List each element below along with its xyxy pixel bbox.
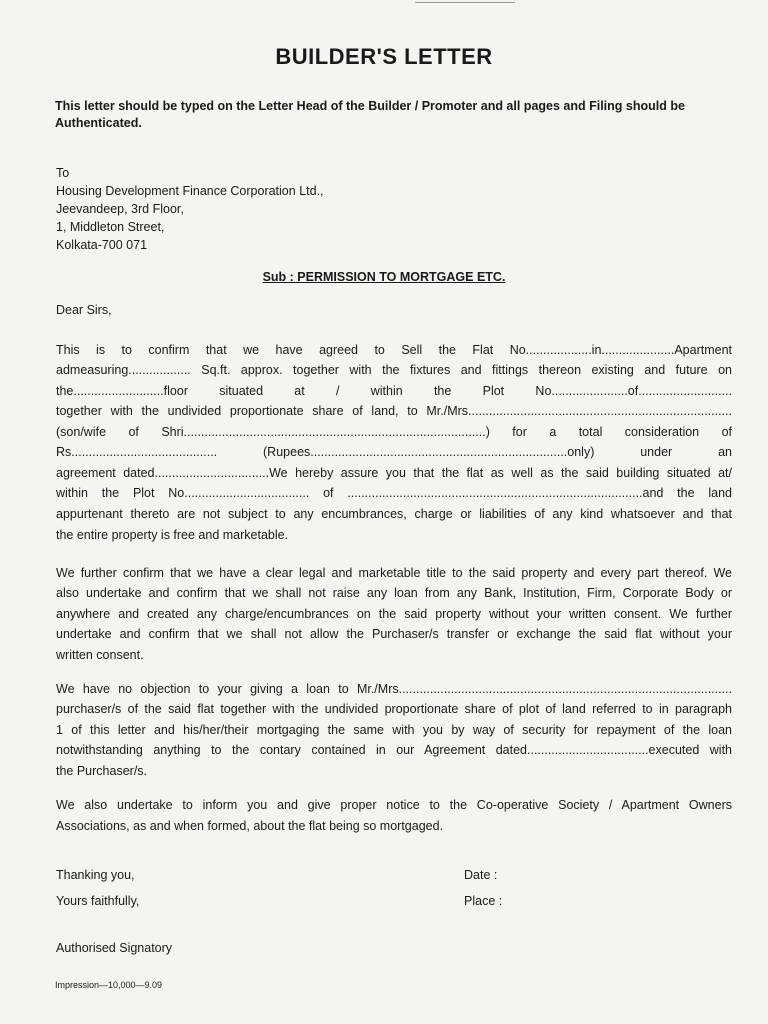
address-line: 1, Middleton Street, [56, 220, 165, 234]
closing-block [56, 862, 139, 914]
address-line: Housing Development Finance Corporation Ltd., [56, 184, 324, 198]
paragraph-4 [56, 795, 732, 836]
line-text: the Purchaser/s. [56, 764, 148, 779]
line-text: written consent. [56, 648, 144, 663]
line-text: We have no objection to your giving a loan to Mr./Mrs................................................................................................ [56, 681, 732, 696]
paragraph-line [56, 679, 732, 700]
line-text: within the Plot No.................................... of .....................................................................................and the land [56, 486, 732, 501]
paragraph-line [56, 741, 732, 762]
paragraph-line [56, 463, 732, 484]
recipient-address [56, 164, 324, 254]
line-text: Rs.......................................... (Rupees..........................................................................only) under an [56, 445, 732, 460]
place-label: Place : [464, 894, 503, 908]
line-text: also undertake and confirm that we shall not raise any loan from any Bank, Institution, Firm, Corporate Body or [56, 586, 732, 601]
subject-line: Sub : PERMISSION TO MORTGAGE ETC. [262, 270, 506, 284]
line-text: Associations, as and when formed, about the flat being so mortgaged. [56, 818, 444, 833]
page-title: BUILDER'S LETTER [275, 44, 493, 69]
instruction-note: This letter should be typed on the Letter Head of the Builder / Promoter and all pages and Filing should be Authenticated. [55, 99, 685, 130]
date-label: Date : [464, 868, 498, 882]
paragraph-line [56, 795, 732, 816]
yours-faithfully-text: Yours faithfully, [56, 894, 140, 908]
line-text: anywhere and created any charge/encumbrances on the said property without your written consent. We further [56, 606, 732, 621]
salutation: Dear Sirs, [56, 303, 112, 317]
line-text: the entire property is free and marketable. [56, 527, 289, 542]
paragraph-line [56, 443, 732, 464]
paragraph-line [56, 525, 732, 546]
paragraph-line [56, 361, 732, 382]
line-text: together with the undivided proportionate share of land, to Mr./Mrs............................................................................ [56, 404, 732, 419]
top-rule [415, 2, 515, 3]
line-text: This is to confirm that we have agreed to Sell the Flat No...................in.....................Apartment [56, 342, 732, 357]
line-text: the..........................floor situated at / within the Plot No......................of........................... [56, 383, 732, 398]
line-text: 1 of this letter and his/her/their mortgaging the same with you by way of security for repayment of the loan [56, 722, 732, 737]
line-text: undertake and confirm that we shall not allow the Purchaser/s transfer or exchange the said flat without your [56, 627, 732, 642]
thanking-text: Thanking you, [56, 868, 135, 882]
paragraph-line [56, 563, 732, 584]
line-text: We also undertake to inform you and give proper notice to the Co-operative Society / Apartment Owners [56, 797, 732, 812]
paragraph-2 [56, 563, 732, 666]
paragraph-line [56, 402, 732, 423]
line-text: purchaser/s of the said flat together with the undivided proportionate share of plot of land referred to in paragraph [56, 702, 732, 717]
paragraph-line [56, 484, 732, 505]
paragraph-line [56, 584, 732, 605]
paragraph-line [56, 761, 732, 782]
paragraph-line [56, 720, 732, 741]
paragraph-line [56, 645, 732, 666]
paragraph-line [56, 700, 732, 721]
paragraph-line [56, 422, 732, 443]
paragraph-line [56, 504, 732, 525]
address-line: Jeevandeep, 3rd Floor, [56, 202, 184, 216]
line-text: appurtenant thereto are not subject to any encumbrances, charge or liabilities of any kind whatsoever and that [56, 506, 732, 521]
address-line: Kolkata-700 071 [56, 238, 148, 252]
paragraph-line [56, 816, 732, 837]
line-text: (son/wife of Shri.......................................................................................) for a total consideration of [56, 424, 732, 439]
paragraph-line [56, 381, 732, 402]
paragraph-1 [56, 340, 732, 545]
paragraph-line [56, 625, 732, 646]
paragraph-line [56, 340, 732, 361]
line-text: notwithstanding anything to the contary contained in our Agreement dated...................................executed with [56, 743, 732, 758]
paragraph-3 [56, 679, 732, 782]
line-text: agreement dated.................................We hereby assure you that the flat as well as the said building situated at/ [56, 465, 732, 480]
line-text: admeasuring.................. Sq.ft. approx. together with the fixtures and fittings thereon existing and future on [56, 363, 732, 378]
impression-footer: Impression—10,000—9.09 [55, 980, 163, 990]
date-place-block [464, 862, 502, 914]
address-line: To [56, 166, 70, 180]
authorised-signatory: Authorised Signatory [56, 941, 173, 955]
line-text: We further confirm that we have a clear legal and marketable title to the said property and every part thereof. We [56, 565, 732, 580]
paragraph-line [56, 604, 732, 625]
